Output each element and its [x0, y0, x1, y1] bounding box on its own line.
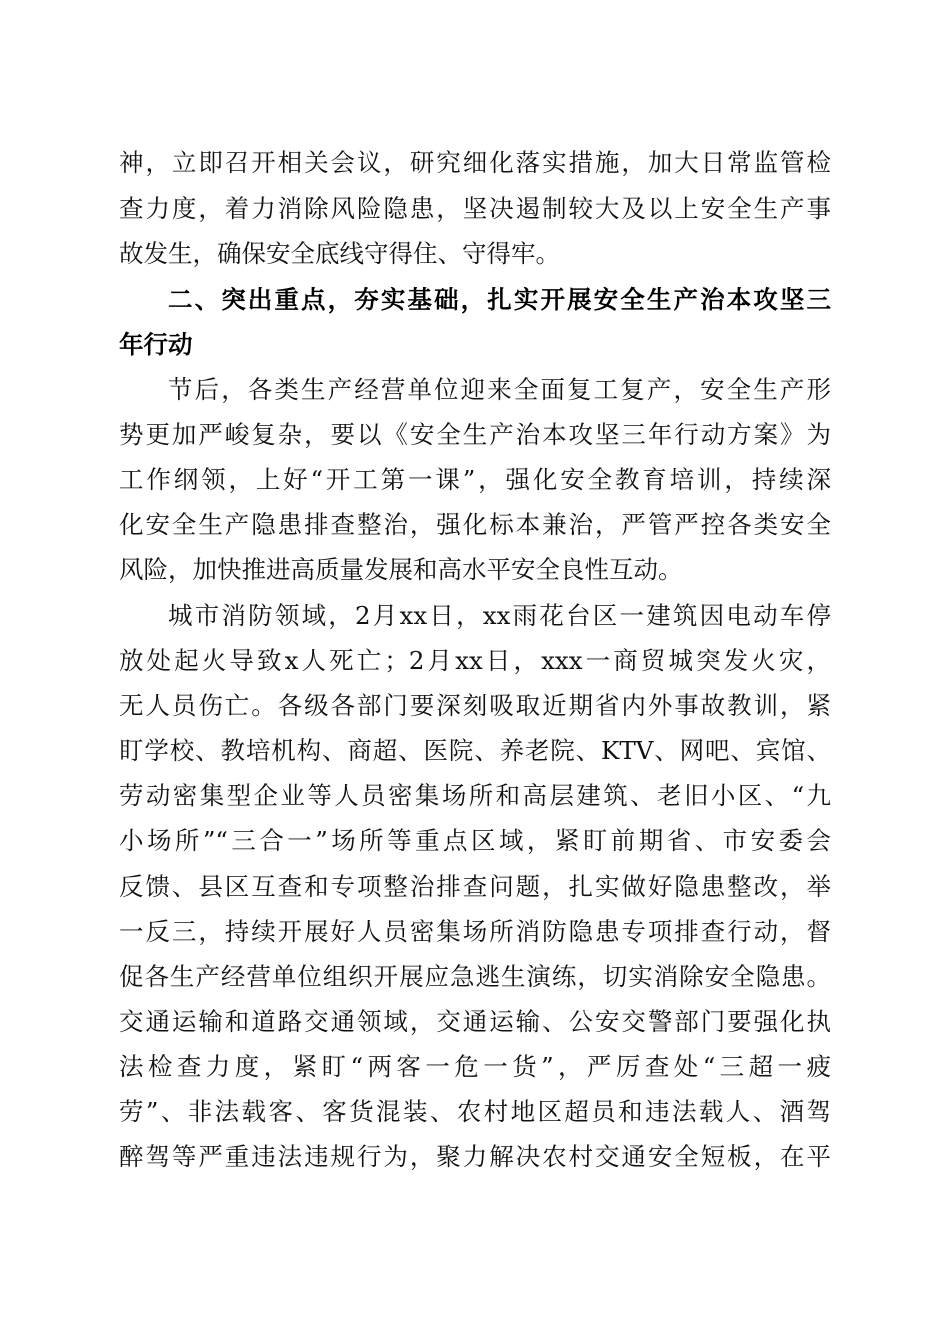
paragraph-line: 化安全生产隐患排查整治，强化标本兼治，严管严控各类安全 — [119, 510, 831, 539]
paragraph-line: 放处起火导致x人死亡；2月xx日，xxx一商贸城突发火灾， — [119, 646, 831, 675]
section-heading: 年行动 — [119, 330, 193, 359]
paragraph-line: 势更加严峻复杂，要以《安全生产治本攻坚三年行动方案》为 — [119, 420, 831, 449]
paragraph-line: 醉驾等严重违法违规行为，聚力解决农村交通安全短板，在平 — [119, 1142, 831, 1171]
paragraph-line: 交通运输和道路交通领域，交通运输、公安交警部门要强化执 — [119, 1007, 831, 1036]
paragraph-line: 小场所”“三合一”场所等重点区域，紧盯前期省、市安委会 — [119, 826, 831, 855]
paragraph-line: 反馈、县区互查和专项整治排查问题，扎实做好隐患整改，举 — [119, 872, 831, 901]
paragraph-line: 无人员伤亡。各级各部门要深刻吸取近期省内外事故教训，紧 — [119, 691, 831, 720]
paragraph-line: 工作纲领，上好“开工第一课”，强化安全教育培训，持续深 — [119, 465, 831, 494]
paragraph-line: 一反三，持续开展好人员密集场所消防隐患专项排查行动，督 — [119, 917, 831, 946]
paragraph-line: 劳动密集型企业等人员密集场所和高层建筑、老旧小区、“九 — [119, 781, 831, 810]
paragraph-line: 神，立即召开相关会议，研究细化落实措施，加大日常监管检 — [119, 148, 831, 177]
paragraph-line: 风险，加快推进高质量发展和高水平安全良性互动。 — [119, 555, 683, 584]
paragraph-line: 查力度，着力消除风险隐患，坚决遏制较大及以上安全生产事 — [119, 194, 831, 223]
paragraph-line: 故发生，确保安全底线守得住、守得牢。 — [119, 239, 560, 268]
section-heading: 二、突出重点，夯实基础，扎实开展安全生产治本攻坚三 — [168, 285, 831, 314]
paragraph-line: 城市消防领域，2月xx日，xx雨花台区一建筑因电动车停 — [168, 601, 831, 630]
paragraph-line: 劳”、非法载客、客货混装、农村地区超员和违法载人、酒驾 — [119, 1097, 831, 1126]
paragraph-line: 节后，各类生产经营单位迎来全面复工复产，安全生产形 — [168, 375, 831, 404]
paragraph-line: 促各生产经营单位组织开展应急逃生演练，切实消除安全隐患。 — [119, 962, 831, 991]
paragraph-line: 盯学校、教培机构、商超、医院、养老院、KTV、网吧、宾馆、 — [119, 736, 831, 765]
paragraph-line: 法检查力度，紧盯“两客一危一货”，严厉查处“三超一疲 — [119, 1052, 831, 1081]
